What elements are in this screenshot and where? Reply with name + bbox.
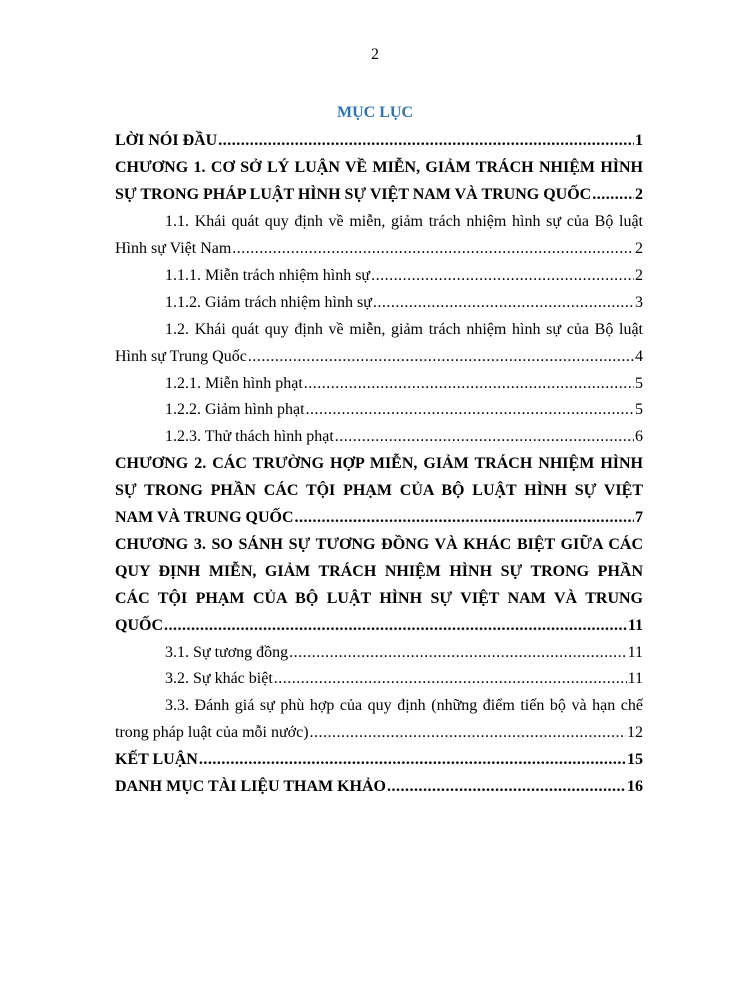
dot-leader: [199, 747, 626, 773]
toc-entry-label: 1.2.3. Thử thách hình phạt: [165, 428, 334, 445]
dot-leader: [335, 424, 634, 450]
dot-leader: [310, 720, 626, 746]
toc-entry-label: 3.2. Sự khác biệt: [165, 670, 273, 687]
toc-title: MỤC LỤC: [337, 104, 413, 121]
dot-leader: [306, 397, 634, 423]
toc-page-number: 11: [627, 670, 643, 687]
dot-leader: [232, 236, 634, 262]
dot-leader: [274, 666, 627, 692]
toc-entry-chapter-3-line-3[interactable]: CÁC TỘI PHẠM CỦA BỘ LUẬT HÌNH SỰ VIỆT NAM VÀ TRUNG: [115, 590, 643, 607]
toc-entry-chapter-1[interactable]: [115, 182, 643, 208]
toc-page-number: 16: [627, 778, 643, 795]
toc-entry-section-3-3[interactable]: [115, 720, 643, 746]
toc-entry-section-1-1[interactable]: [115, 236, 643, 262]
toc-entry-section-1-1-line-1[interactable]: 1.1. Khái quát quy định về miễn, giảm trách nhiệm hình sự của Bộ luật: [165, 213, 643, 230]
toc-entry-label: trong pháp luật của mỗi nước): [115, 724, 309, 741]
toc-page-number: 15: [627, 751, 643, 768]
toc-page-number: 3: [635, 294, 643, 311]
toc-entry-chapter-2-line-1[interactable]: CHƯƠNG 2. CÁC TRƯỜNG HỢP MIỄN, GIẢM TRÁCH NHIỆM HÌNH: [115, 455, 643, 472]
toc-entry-section-1-1-2[interactable]: [165, 290, 643, 316]
page-number: 2: [371, 46, 379, 63]
dot-leader: [164, 613, 627, 639]
toc-entry-references[interactable]: [115, 774, 643, 800]
toc-entry-section-1-1-1[interactable]: [165, 263, 643, 289]
toc-entry-label: KẾT LUẬN: [115, 751, 198, 768]
toc-entry-chapter-2[interactable]: [115, 505, 643, 531]
toc-entry-label: NAM VÀ TRUNG QUỐC: [115, 509, 294, 526]
toc-entry-section-3-1[interactable]: [165, 640, 643, 666]
toc-entry-section-3-3-line-1[interactable]: 3.3. Đánh giá sự phù hợp của quy định (những điểm tiến bộ và hạn chế: [165, 697, 643, 714]
toc-entry-chapter-1-line-1[interactable]: CHƯƠNG 1. CƠ SỞ LÝ LUẬN VỀ MIỄN, GIẢM TRÁCH NHIỆM HÌNH: [115, 159, 643, 176]
toc-page-number: 2: [635, 267, 643, 284]
dot-leader: [289, 640, 626, 666]
dot-leader: [295, 505, 634, 531]
toc-entry-label: 3.1. Sự tương đồng: [165, 644, 289, 661]
toc-entry-label: 1.2.2. Giảm hình phạt: [165, 401, 305, 418]
dot-leader: [304, 371, 634, 397]
toc-entry-label: 1.1.2. Giảm trách nhiệm hình sự: [165, 294, 372, 311]
dot-leader: [373, 290, 634, 316]
toc-page-number: 11: [627, 617, 643, 634]
toc-entry-label: 1.1.1. Miễn trách nhiệm hình sự: [165, 267, 371, 284]
toc-page-number: 5: [635, 401, 643, 418]
dot-leader: [248, 344, 634, 370]
dot-leader: [387, 774, 626, 800]
toc-page-number: 11: [627, 644, 643, 661]
toc-page-number: 6: [635, 428, 643, 445]
toc-entry-section-1-2[interactable]: [115, 344, 643, 370]
toc-entry-section-1-2-line-1[interactable]: 1.2. Khái quát quy định về miễn, giảm trách nhiệm hình sự của Bộ luật: [165, 321, 643, 338]
toc-entry-section-1-2-1[interactable]: [165, 371, 643, 397]
toc-entry-preface[interactable]: [115, 128, 643, 154]
toc-entry-label: Hình sự Trung Quốc: [115, 348, 247, 365]
toc-entry-label: Hình sự Việt Nam: [115, 240, 232, 257]
dot-leader: [371, 263, 634, 289]
toc-entry-label: QUỐC: [115, 617, 163, 634]
toc-page-number: 5: [635, 375, 643, 392]
toc-page-number: 2: [635, 186, 643, 203]
toc-entry-label: 1.2.1. Miễn hình phạt: [165, 375, 303, 392]
toc-entry-conclusion[interactable]: [115, 747, 643, 773]
toc-entry-section-3-2[interactable]: [165, 666, 643, 692]
toc-entry-chapter-3-line-2[interactable]: QUY ĐỊNH MIỄN, GIẢM TRÁCH NHIỆM HÌNH SỰ TRONG PHẦN: [115, 563, 643, 580]
toc-page-number: 4: [635, 348, 643, 365]
toc-entry-label: LỜI NÓI ĐẦU: [115, 132, 218, 149]
toc-entry-section-1-2-3[interactable]: [165, 424, 643, 450]
dot-leader: [218, 128, 634, 154]
toc-entry-chapter-2-line-2[interactable]: SỰ TRONG PHẦN CÁC TỘI PHẠM CỦA BỘ LUẬT HÌNH SỰ VIỆT: [115, 482, 643, 499]
toc-page-number: 12: [627, 724, 643, 741]
toc-page-number: 2: [635, 240, 643, 257]
toc-entry-label: SỰ TRONG PHÁP LUẬT HÌNH SỰ VIỆT NAM VÀ TRUNG QUỐC: [115, 186, 592, 203]
toc-entry-chapter-3-line-1[interactable]: CHƯƠNG 3. SO SÁNH SỰ TƯƠNG ĐỒNG VÀ KHÁC BIỆT GIỮA CÁC: [115, 536, 643, 553]
toc-page-number: 1: [635, 132, 643, 149]
dot-leader: [592, 182, 634, 208]
toc-entry-section-1-2-2[interactable]: [165, 397, 643, 423]
toc-entry-chapter-3[interactable]: [115, 613, 643, 639]
toc-entry-label: DANH MỤC TÀI LIỆU THAM KHẢO: [115, 778, 386, 795]
toc-page-number: 7: [635, 509, 643, 526]
